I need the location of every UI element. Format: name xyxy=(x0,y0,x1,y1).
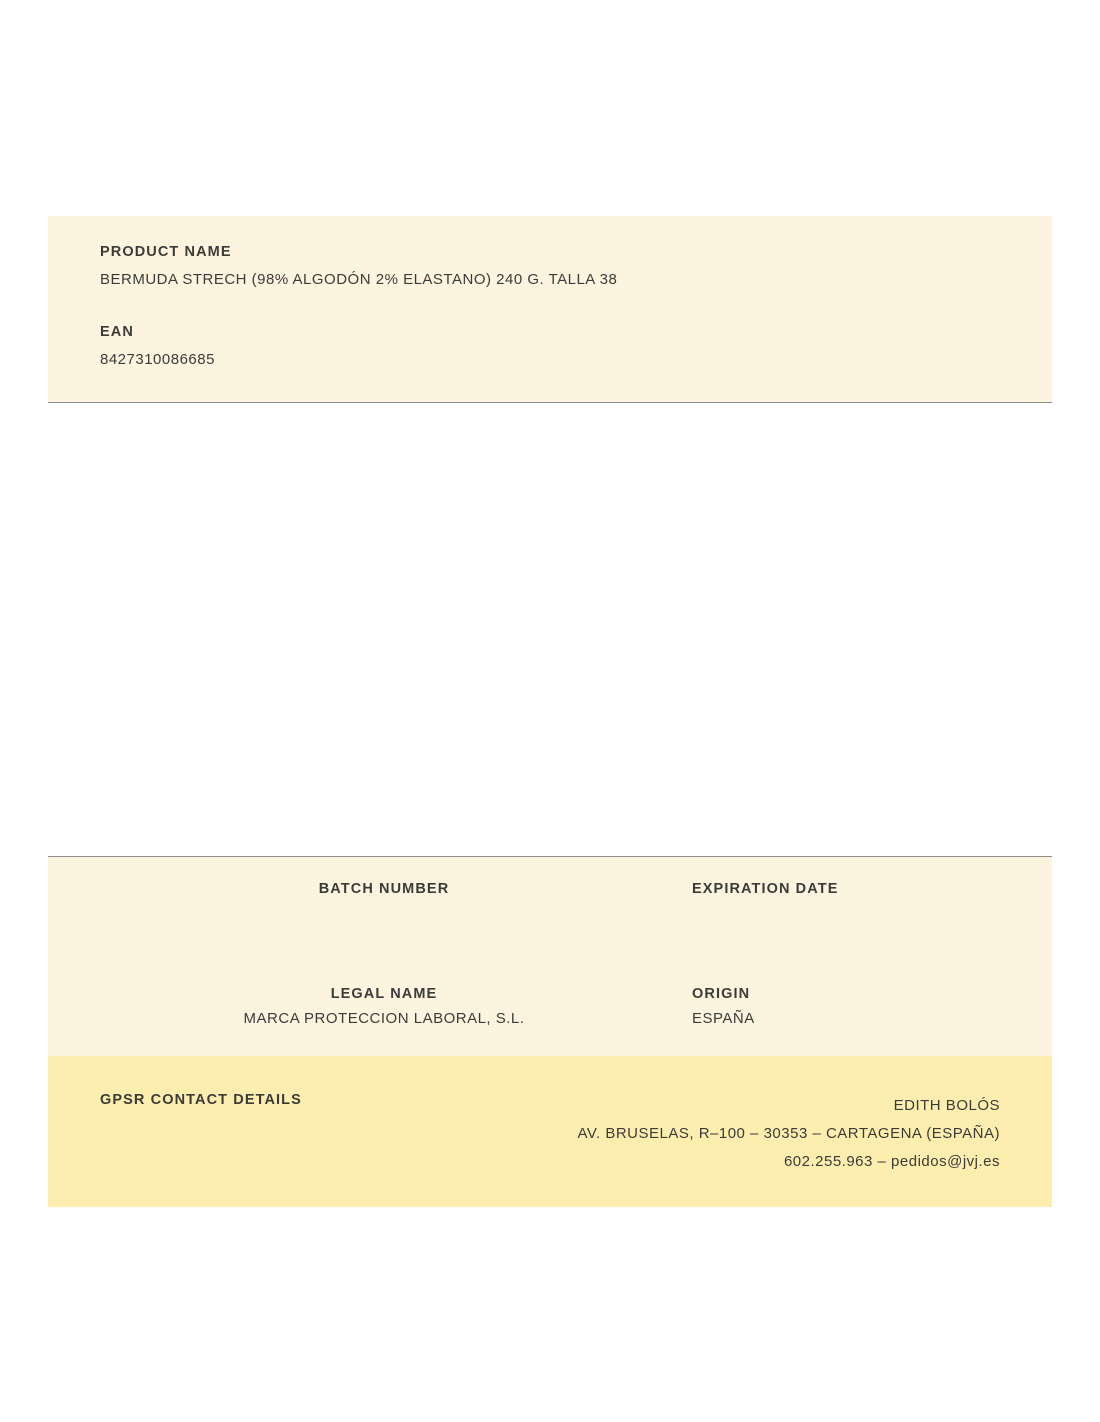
expiration-date-label: EXPIRATION DATE xyxy=(692,881,839,897)
product-info-block xyxy=(48,216,1052,403)
origin-value: ESPAÑA xyxy=(692,1010,755,1027)
gpsr-contact-details xyxy=(577,1092,1000,1175)
ean-value: 8427310086685 xyxy=(100,351,215,368)
batch-number-value xyxy=(100,905,668,924)
product-name-field xyxy=(100,244,1000,288)
product-name-label: PRODUCT NAME xyxy=(100,244,232,260)
batch-legal-block xyxy=(48,856,1052,1060)
batch-row xyxy=(48,881,1052,924)
expiration-date-value xyxy=(692,905,1028,924)
legal-name-field xyxy=(48,986,668,1029)
batch-number-field xyxy=(48,881,668,924)
product-name-value: BERMUDA STRECH (98% ALGODÓN 2% ELASTANO) 240 G. TALLA 38 xyxy=(100,271,618,288)
legal-name-value: MARCA PROTECCION LABORAL, S.L. xyxy=(243,1010,525,1027)
origin-field xyxy=(668,986,1052,1029)
batch-number-label: BATCH NUMBER xyxy=(318,881,450,897)
gpsr-contact-block xyxy=(48,1056,1052,1207)
row-spacer xyxy=(48,924,1052,986)
expiration-date-field xyxy=(668,881,1052,924)
field-spacer xyxy=(100,288,1000,324)
ean-field xyxy=(100,324,1000,368)
gpsr-contact-phone-email: 602.255.963 – pedidos@jvj.es xyxy=(783,1152,1000,1170)
gpsr-contact-label: GPSR CONTACT DETAILS xyxy=(100,1092,302,1108)
gpsr-contact-address: AV. BRUSELAS, R–100 – 30353 – CARTAGENA (ESPAÑA) xyxy=(577,1124,1000,1142)
gpsr-contact-name: EDITH BOLÓS xyxy=(893,1097,1000,1114)
origin-label: ORIGIN xyxy=(692,986,751,1002)
legal-row xyxy=(48,986,1052,1029)
ean-label: EAN xyxy=(100,324,134,340)
legal-name-label: LEGAL NAME xyxy=(330,986,438,1002)
